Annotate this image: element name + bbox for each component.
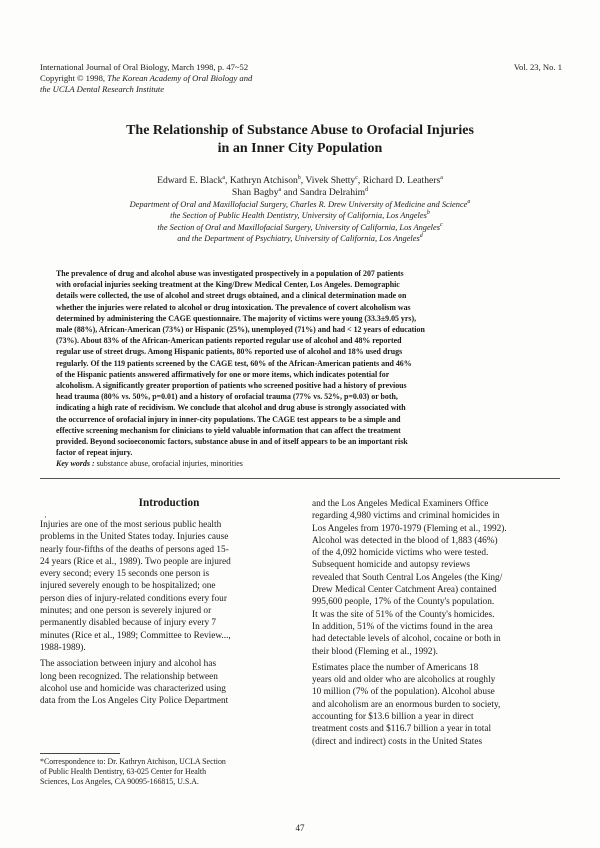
abstract-line: male (88%), African-American (73%) or Hispanic (25%), unemployed (71%) and had < 12 years of education — [56, 325, 425, 335]
copyright-org-b: the UCLA Dental Research Institute — [40, 84, 165, 94]
abstract-line: details were collected, the use of alcohol and street drugs obtained, and a clinical determination made on — [56, 291, 407, 301]
abstract-line: determined by administering the CAGE questionnaire. The majority of victims were young (33.3±9.05 yrs), — [56, 313, 417, 323]
body-line: In addition, 51% of the victims found in the area — [312, 621, 493, 632]
affiliation-text: the Section of Public Health Dentistry, University of California, Los Angeles — [170, 211, 427, 221]
journal-header — [40, 62, 420, 95]
author-separator: and — [281, 187, 300, 198]
body-line: It was the site of 51% of the County's homicides. — [312, 609, 495, 620]
keywords-text: substance abuse, orofacial injuries, minorities — [94, 459, 243, 468]
body-line: alcohol use and homicide was characterized using — [40, 683, 226, 694]
author-affil-mark: d — [365, 186, 369, 193]
abstract-line: factor of repeat injury. — [56, 448, 133, 458]
page-number: 47 — [295, 823, 305, 833]
author-name: Sandra Delrahim — [299, 187, 366, 198]
abstract-line: of the Hispanic patients answered affirmatively for one or more items, which indicates potential for — [56, 369, 390, 379]
abstract-line: regularly. Of the 119 patients screened by the CAGE test, 60% of the African-American patients and 46% — [56, 358, 412, 368]
body-line: Drew Medical Center Catchment Area) contained — [312, 585, 497, 596]
right-column — [312, 498, 562, 748]
body-line: years old and older who are alcoholics at roughly — [312, 675, 496, 686]
body-line: Estimates place the number of Americans 18 — [312, 662, 479, 673]
body-line: Alcohol was detected in the blood of 1,883 (46%) — [312, 535, 498, 546]
footnote-rule — [40, 753, 120, 754]
volume-issue: Vol. 23, No. 1 — [513, 62, 562, 72]
abstract-line: alcoholism. A significantly greater proportion of patients who screened positive had a history of previous — [56, 381, 407, 391]
body-line: every second; every 15 seconds one person is — [40, 569, 210, 580]
body-line: Subsequent homicide and autopsy reviews — [312, 560, 471, 571]
copyright-prefix: Copyright © 1998, — [40, 73, 108, 83]
author-list — [40, 175, 560, 199]
author-name: Richard D. Leathers — [362, 175, 441, 186]
body-line: minutes; and one person is severely injured or — [40, 606, 212, 617]
author-name: Shan Bagby — [231, 187, 279, 198]
body-line: 1988-1989). — [40, 642, 86, 653]
affiliation-mark: d — [419, 233, 423, 240]
body-line: and alcoholism are an enormous burden to society, — [312, 699, 501, 710]
author-separator: , — [225, 175, 230, 186]
author-affil-mark: a — [440, 174, 443, 181]
journal-citation: International Journal of Oral Biology, March 1998, p. 47~52 — [40, 62, 249, 72]
body-line: permanently disabled because of injury every 7 — [40, 618, 217, 629]
section-divider — [40, 478, 560, 479]
body-line: 24 years (Rice et al., 1989). Two people are injured — [40, 556, 231, 567]
abstract-line: The prevalence of drug and alcohol abuse was investigated prospectively in a population of 207 patients — [56, 269, 404, 278]
affiliation-line — [40, 222, 560, 233]
affiliation-mark: b — [426, 210, 430, 217]
body-line: data from the Los Angeles City Police Department — [40, 696, 229, 707]
body-line: minutes (Rice et al., 1989; Committee to Review..., — [40, 630, 231, 641]
abstract-line: provided. Beyond socioeconomic factors, substance abuse in and of itself appears to be an important risk — [56, 437, 408, 447]
keywords — [56, 458, 556, 469]
author-line-1 — [40, 175, 560, 187]
keywords-label: Key words : — [56, 459, 95, 468]
abstract-line: (73%). About 83% of the African-American patients reported regular use of alcohol and 48% reported — [56, 336, 402, 346]
affiliation-line — [40, 233, 560, 244]
author-line-2 — [40, 187, 560, 199]
body-line: revealed that South Central Los Angeles (the King/ — [312, 572, 503, 583]
body-line: 10 million (7% of the population). Alcohol abuse — [312, 687, 495, 698]
footnote-line: *Correspondence to: Dr. Kathryn Atchison, UCLA Section — [40, 757, 226, 766]
abstract-line: whether the injuries were related to alcohol or drug intoxication. The prevalence of covert alcoholism was — [56, 302, 411, 312]
footnote-line: of Public Health Dentistry, 63-025 Center for Health — [40, 767, 207, 776]
body-line: Injuries are one of the most serious public health — [40, 520, 222, 530]
author-name: Edward E. Black — [157, 175, 223, 186]
footnote-line: Sciences, Los Angeles, CA 90095-166815, U.S.A. — [40, 777, 199, 786]
author-separator: , — [357, 175, 363, 186]
author-affil-mark: c — [355, 174, 358, 181]
abstract-line: head trauma (80% vs. 50%, p=0.01) and a history of orofacial trauma (77% vs. 52%, p=0.03) or both, — [56, 392, 398, 402]
body-line: their blood (Fleming et al., 1992). — [312, 646, 439, 657]
title-line-1: The Relationship of Substance Abuse to Orofacial Injuries — [126, 123, 474, 138]
affiliations — [40, 199, 560, 245]
abstract-line: indicating a high rate of recidivism. We conclude that alcohol and drug abuse is strongly associated with — [56, 403, 406, 413]
body-line: accounting for $13.6 billion a year in direct — [312, 712, 474, 723]
affiliation-text: Department of Oral and Maxillofacial Surgery, Charles R. Drew University of Medicine and Science — [129, 200, 468, 209]
affiliation-text: and the Department of Psychiatry, University of California, Los Angeles — [177, 234, 420, 244]
author-separator: , — [300, 175, 306, 186]
body-line: treatment costs and $116.7 billion a year in total — [312, 724, 492, 735]
affiliation-mark: c — [439, 222, 443, 229]
body-line: Los Angeles from 1970-1979 (Fleming et al., 1992). — [312, 523, 507, 534]
body-line: The association between injury and alcohol has — [40, 659, 217, 670]
abstract-line: the occurrence of orofacial injury in inner-city populations. The CAGE test appears to be a simple and — [56, 414, 401, 424]
body-line: (direct and indirect) costs in the United States — [312, 736, 483, 747]
affiliation-mark: a — [467, 199, 471, 206]
stray-mark: · — [44, 512, 47, 522]
copyright-line — [40, 73, 420, 84]
abstract-line: regular use of street drugs. Among Hispanic patients, 80% reported use of alcohol and 18% used drugs — [56, 347, 403, 357]
body-line: had detectable levels of alcohol, cocaine or both in — [312, 634, 501, 645]
copyright-org-a: The Korean Academy of Oral Biology and — [107, 73, 253, 83]
body-line: long been recognized. The relationship between — [40, 671, 218, 682]
author-name: Kathryn Atchison — [229, 175, 298, 186]
affiliation-text: the Section of Oral and Maxillofacial Surgery, University of California, Los Angeles — [157, 222, 440, 232]
title-line-2: in an Inner City Population — [217, 141, 383, 156]
author-affil-mark: b — [297, 174, 301, 181]
article-title — [40, 122, 560, 158]
affiliation-line — [40, 199, 560, 210]
author-affil-mark: a — [222, 174, 226, 181]
body-line: nearly four-fifths of the deaths of persons aged 15- — [40, 544, 229, 555]
abstract-line: with orofacial injuries seeking treatment at the King/Drew Medical Center, Los Angeles. Demographic — [56, 280, 400, 290]
body-line: of the 4,092 homicide victims who were tested. — [312, 548, 489, 559]
affiliation-line — [40, 210, 560, 221]
body-line: injured severely enough to be hospitalized; one — [40, 581, 216, 592]
correspondence-footnote — [40, 757, 300, 787]
abstract — [56, 268, 556, 458]
body-line: 995,600 people, 17% of the County's population. — [312, 597, 495, 608]
abstract-line: effective screening mechanism for clinicians to yield valuable information that can affect the treatment — [56, 425, 401, 435]
body-line: regarding 4,980 victims and criminal homicides in — [312, 511, 500, 522]
body-line: and the Los Angeles Medical Examiners Office — [312, 499, 489, 509]
body-line: problems in the United States today. Injuries cause — [40, 532, 229, 543]
author-affil-mark: a — [278, 186, 282, 193]
author-name: Vivek Shetty — [305, 175, 356, 186]
left-column — [40, 519, 298, 707]
introduction-heading: Introduction — [138, 497, 200, 509]
body-line: person dies of injury-related conditions every four — [40, 593, 227, 604]
